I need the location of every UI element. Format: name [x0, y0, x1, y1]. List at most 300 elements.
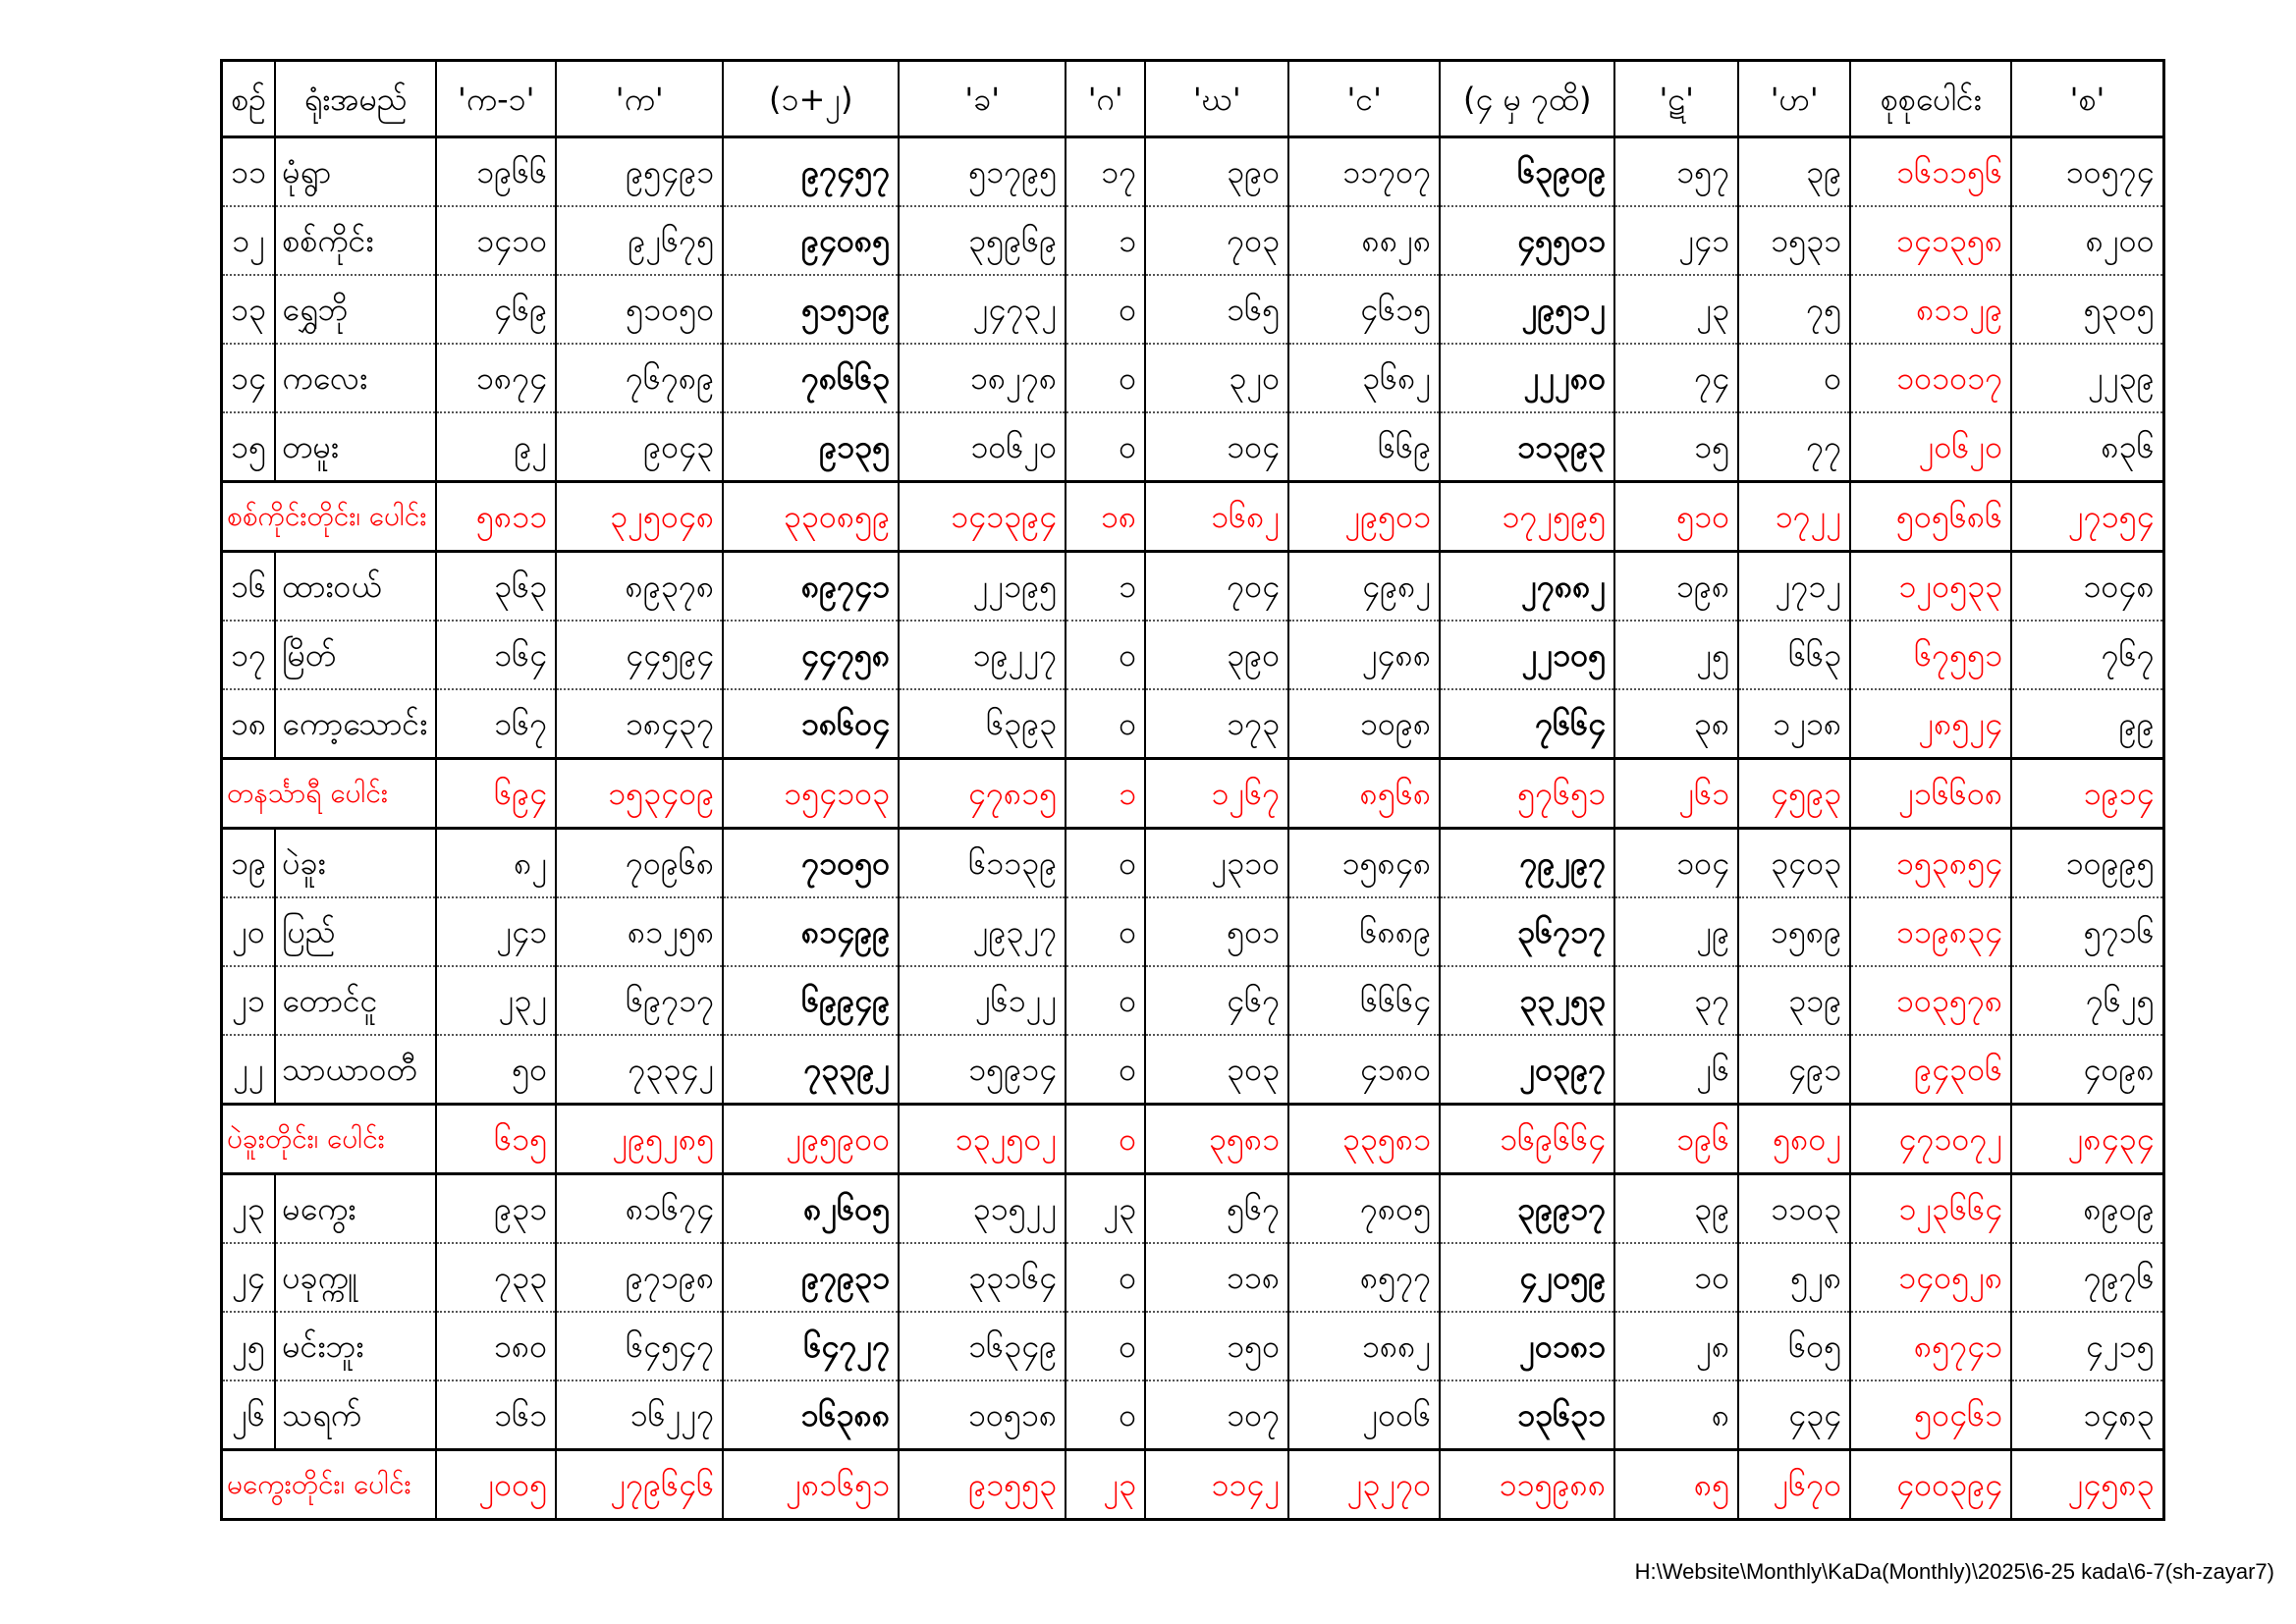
value-cell: ၀: [1066, 1035, 1145, 1105]
value-cell: ၁၄၁၃၅၈: [1850, 206, 2011, 275]
value-cell: ၅၂၈: [1738, 1243, 1850, 1312]
value-cell: ၉၂: [436, 412, 556, 482]
value-cell: ၇၆၂၅: [2011, 966, 2163, 1035]
value-cell: ၂၇၈၈၂: [1440, 552, 1614, 622]
value-cell: ၁၁၃၉၃: [1440, 412, 1614, 482]
value-cell: ၀: [1066, 1243, 1145, 1312]
value-cell: ၉၇၁၉၈: [556, 1243, 723, 1312]
value-cell: ၇၅: [1738, 275, 1850, 344]
value-cell: ၈: [1614, 1380, 1738, 1450]
value-cell: ၂၃၁၀: [1145, 829, 1288, 898]
subtotal-value-cell: ၁၅၄၁၀၃: [723, 759, 899, 829]
subtotal-value-cell: ၆၁၅: [436, 1105, 556, 1174]
office-name-cell: တမူး: [275, 412, 436, 482]
value-cell: ၀: [1066, 897, 1145, 966]
column-header: 'င': [1288, 61, 1440, 137]
value-cell: ၁၀၁၀၁၇: [1850, 344, 2011, 412]
value-cell: ၀: [1066, 621, 1145, 689]
value-cell: ၉၀၄၃: [556, 412, 723, 482]
subtotal-value-cell: ၂၄၅၈၃: [2011, 1450, 2163, 1520]
office-name-cell: ရွှေဘို: [275, 275, 436, 344]
value-cell: ၃၆၇၁၇: [1440, 897, 1614, 966]
subtotal-value-cell: ၁၇၂၂: [1738, 482, 1850, 552]
subtotal-label: တနင်္သာရီ ပေါင်း: [222, 759, 437, 829]
value-cell: ၂၆၁၂၂: [899, 966, 1066, 1035]
value-cell: ၀: [1066, 966, 1145, 1035]
subtotal-value-cell: ၁၂၆၇: [1145, 759, 1288, 829]
value-cell: ၃၂၀: [1145, 344, 1288, 412]
column-header: စဉ်: [222, 61, 276, 137]
subtotal-row: [222, 1105, 2164, 1174]
value-cell: ၉၁၃၅: [723, 412, 899, 482]
value-cell: ၂၀၁၈၁: [1440, 1312, 1614, 1380]
value-cell: ၅၇၁၆: [2011, 897, 2163, 966]
subtotal-row: [222, 1450, 2164, 1520]
subtotal-label: မကွေးတိုင်း၊ ပေါင်း: [222, 1450, 437, 1520]
office-name-cell: သာယာဝတီ: [275, 1035, 436, 1105]
value-cell: ၁၆၅: [1145, 275, 1288, 344]
serial-cell: ၂၆: [222, 1380, 276, 1450]
value-cell: ၁၂၁၈: [1738, 689, 1850, 759]
serial-cell: ၂၄: [222, 1243, 276, 1312]
value-cell: ၇၄: [1614, 344, 1738, 412]
value-cell: ၇၀၃: [1145, 206, 1288, 275]
column-header: 'ဋ': [1614, 61, 1738, 137]
value-cell: ၇၀၄: [1145, 552, 1288, 622]
value-cell: ၁၅၃၈၅၄: [1850, 829, 2011, 898]
subtotal-value-cell: ၂၉၅၉၀၀: [723, 1105, 899, 1174]
value-cell: ၂၃: [1614, 275, 1738, 344]
office-name-cell: ထားဝယ်: [275, 552, 436, 622]
subtotal-value-cell: ၁၆၈၂: [1145, 482, 1288, 552]
value-cell: ၁: [1066, 552, 1145, 622]
value-cell: ၃၁၉: [1738, 966, 1850, 1035]
office-name-cell: ပဲခူး: [275, 829, 436, 898]
table-body: [222, 137, 2164, 1520]
subtotal-value-cell: ၅၁၀: [1614, 482, 1738, 552]
value-cell: ၁၃၆၃၁: [1440, 1380, 1614, 1450]
value-cell: ၃၉၀: [1145, 137, 1288, 207]
value-cell: ၄၂၀၅၉: [1440, 1243, 1614, 1312]
table-row: [222, 552, 2164, 622]
subtotal-value-cell: ၁၅၃၄၀၉: [556, 759, 723, 829]
subtotal-value-cell: ၁: [1066, 759, 1145, 829]
value-cell: ၁၆၁: [436, 1380, 556, 1450]
table-row: [222, 1035, 2164, 1105]
subtotal-value-cell: ၆၉၄: [436, 759, 556, 829]
value-cell: ၁၈၄၃၇: [556, 689, 723, 759]
table-row: [222, 1380, 2164, 1450]
value-cell: ၁၈၈၂: [1288, 1312, 1440, 1380]
subtotal-value-cell: ၃၅၈၁: [1145, 1105, 1288, 1174]
data-table: [220, 59, 2165, 1521]
value-cell: ၂၂၁၀၅: [1440, 621, 1614, 689]
value-cell: ၁၀၅၇၄: [2011, 137, 2163, 207]
value-cell: ၁၈၀: [436, 1312, 556, 1380]
subtotal-value-cell: ၂၆၁: [1614, 759, 1738, 829]
value-cell: ၂၂၁၉၅: [899, 552, 1066, 622]
value-cell: ၈၁၄၉၉: [723, 897, 899, 966]
value-cell: ၁၅၀: [1145, 1312, 1288, 1380]
value-cell: ၇၉၇၆: [2011, 1243, 2163, 1312]
value-cell: ၈၉၃၇၈: [556, 552, 723, 622]
serial-cell: ၁၂: [222, 206, 276, 275]
value-cell: ၂၆: [1614, 1035, 1738, 1105]
value-cell: ၇၆၇၈၉: [556, 344, 723, 412]
value-cell: ၉၉: [2011, 689, 2163, 759]
office-name-cell: ကလေး: [275, 344, 436, 412]
value-cell: ၇၈၀၅: [1288, 1174, 1440, 1244]
value-cell: ၄၆၉: [436, 275, 556, 344]
value-cell: ၃၉: [1614, 1174, 1738, 1244]
value-cell: ၁၆၄: [436, 621, 556, 689]
value-cell: ၂၄၁: [1614, 206, 1738, 275]
value-cell: ၁၀: [1614, 1243, 1738, 1312]
subtotal-value-cell: ၃၂၅၀၄၈: [556, 482, 723, 552]
value-cell: ၁၈၇၄: [436, 344, 556, 412]
value-cell: ၂၃၂: [436, 966, 556, 1035]
value-cell: ၀: [1066, 829, 1145, 898]
value-cell: ၁၂၀၅၃၃: [1850, 552, 2011, 622]
subtotal-value-cell: ၉၁၅၅၃: [899, 1450, 1066, 1520]
subtotal-value-cell: ၁၉၁၄: [2011, 759, 2163, 829]
subtotal-value-cell: ၄၀၀၃၉၄: [1850, 1450, 2011, 1520]
value-cell: ၆၆၃: [1738, 621, 1850, 689]
value-cell: ၀: [1066, 689, 1145, 759]
value-cell: ၁၀၉၈: [1288, 689, 1440, 759]
value-cell: ၁၈၆၀၄: [723, 689, 899, 759]
column-header: 'စ': [2011, 61, 2163, 137]
value-cell: ၈၅၇၇: [1288, 1243, 1440, 1312]
office-name-cell: မြိတ်: [275, 621, 436, 689]
header-row: [222, 61, 2164, 137]
value-cell: ၆၈၈၉: [1288, 897, 1440, 966]
subtotal-label: စစ်ကိုင်းတိုင်း၊ ပေါင်း: [222, 482, 437, 552]
value-cell: ၁၀၆၂၀: [899, 412, 1066, 482]
value-cell: ၂၄၈၈: [1288, 621, 1440, 689]
subtotal-value-cell: ၁၇၂၅၉၅: [1440, 482, 1614, 552]
value-cell: ၅၆၇: [1145, 1174, 1288, 1244]
value-cell: ၁၈၂၇၈: [899, 344, 1066, 412]
serial-cell: ၁၄: [222, 344, 276, 412]
subtotal-value-cell: ၅၀၅၆၈၆: [1850, 482, 2011, 552]
serial-cell: ၂၂: [222, 1035, 276, 1105]
subtotal-value-cell: ၄၇၁၀၇၂: [1850, 1105, 2011, 1174]
subtotal-row: [222, 482, 2164, 552]
value-cell: ၁၀၃၅၇၈: [1850, 966, 2011, 1035]
value-cell: ၄၉၈၂: [1288, 552, 1440, 622]
value-cell: ၆၇၅၅၁: [1850, 621, 2011, 689]
table-row: [222, 275, 2164, 344]
value-cell: ၆၉၉၄၉: [723, 966, 899, 1035]
subtotal-value-cell: ၄၅၉၃: [1738, 759, 1850, 829]
value-cell: ၃၉၀: [1145, 621, 1288, 689]
subtotal-value-cell: ၁၃၂၅၀၂: [899, 1105, 1066, 1174]
subtotal-value-cell: ၁၁၄၂: [1145, 1450, 1288, 1520]
value-cell: ၁၅၉၁၄: [899, 1035, 1066, 1105]
serial-cell: ၁၉: [222, 829, 276, 898]
value-cell: ၇၆၆၄: [1440, 689, 1614, 759]
value-cell: ၄၄၅၉၄: [556, 621, 723, 689]
table-row: [222, 1312, 2164, 1380]
value-cell: ၁၆၃၄၉: [899, 1312, 1066, 1380]
value-cell: ၇၃၃၄၂: [556, 1035, 723, 1105]
table-row: [222, 412, 2164, 482]
table-row: [222, 829, 2164, 898]
value-cell: ၁၉၆၆: [436, 137, 556, 207]
table-row: [222, 206, 2164, 275]
value-cell: ၂၂၂၈၀: [1440, 344, 1614, 412]
value-cell: ၁၄၈၃: [2011, 1380, 2163, 1450]
value-cell: ၂၃: [1066, 1174, 1145, 1244]
value-cell: ၁၀၄: [1614, 829, 1738, 898]
office-name-cell: သရက်: [275, 1380, 436, 1450]
value-cell: ၈၁၂၅၈: [556, 897, 723, 966]
value-cell: ၆၄၅၄၇: [556, 1312, 723, 1380]
value-cell: ၂၀၀၆: [1288, 1380, 1440, 1450]
value-cell: ၉၃၁: [436, 1174, 556, 1244]
column-header: (၄ မှ ၇ထိ): [1440, 61, 1614, 137]
value-cell: ၅၀၄၆၁: [1850, 1380, 2011, 1450]
value-cell: ၄၆၇: [1145, 966, 1288, 1035]
value-cell: ၀: [1066, 412, 1145, 482]
subtotal-value-cell: ၂၉၅၀၁: [1288, 482, 1440, 552]
file-path-footer: H:\Website\Monthly\KaDa(Monthly)\2025\6-25 kada\6-7(sh-zayar7): [1634, 1559, 2274, 1584]
value-cell: ၆၆၆၄: [1288, 966, 1440, 1035]
value-cell: ၅၃၀၅: [2011, 275, 2163, 344]
subtotal-value-cell: ၈၅၆၈: [1288, 759, 1440, 829]
value-cell: ၄၉၁: [1738, 1035, 1850, 1105]
value-cell: ၁၆၇: [436, 689, 556, 759]
value-cell: ၇၀၉၆၈: [556, 829, 723, 898]
value-cell: ၇၈၆၆၃: [723, 344, 899, 412]
value-cell: ၁၀၄: [1145, 412, 1288, 482]
value-cell: ၁၀၉၉၅: [2011, 829, 2163, 898]
column-header: 'ဟ': [1738, 61, 1850, 137]
office-name-cell: ပခုက္ကူ: [275, 1243, 436, 1312]
subtotal-value-cell: ၂၃: [1066, 1450, 1145, 1520]
column-header: 'က': [556, 61, 723, 137]
value-cell: ၂၉: [1614, 897, 1738, 966]
value-cell: ၈၁၆၇၄: [556, 1174, 723, 1244]
value-cell: ၁၆၂၂၇: [556, 1380, 723, 1450]
value-cell: ၀: [1066, 275, 1145, 344]
column-header: 'ဂ': [1066, 61, 1145, 137]
subtotal-value-cell: ၅၇၆၅၁: [1440, 759, 1614, 829]
value-cell: ၆၆၉: [1288, 412, 1440, 482]
office-name-cell: ကော့သောင်း: [275, 689, 436, 759]
value-cell: ၂၉၃၂၇: [899, 897, 1066, 966]
value-cell: ၂၄၁: [436, 897, 556, 966]
value-cell: ၃၈: [1614, 689, 1738, 759]
value-cell: ၆၃၉၃: [899, 689, 1066, 759]
value-cell: ၄၄၇၅၈: [723, 621, 899, 689]
value-cell: ၁: [1066, 206, 1145, 275]
value-cell: ၈၃၆: [2011, 412, 2163, 482]
subtotal-value-cell: ၅၈၁၁: [436, 482, 556, 552]
value-cell: ၈၉၀၉: [2011, 1174, 2163, 1244]
value-cell: ၈၂၀၀: [2011, 206, 2163, 275]
value-cell: ၁၀၅၁၈: [899, 1380, 1066, 1450]
value-cell: ၁၅: [1614, 412, 1738, 482]
value-cell: ၃၉: [1738, 137, 1850, 207]
value-cell: ၉၅၄၉၁: [556, 137, 723, 207]
value-cell: ၅၀: [436, 1035, 556, 1105]
table-row: [222, 1243, 2164, 1312]
value-cell: ၆၃၉၀၉: [1440, 137, 1614, 207]
subtotal-value-cell: ၂၇၁၅၄: [2011, 482, 2163, 552]
column-header: (၁+၂): [723, 61, 899, 137]
table-row: [222, 897, 2164, 966]
subtotal-value-cell: ၂၈၄၃၄: [2011, 1105, 2163, 1174]
value-cell: ၃၄၀၃: [1738, 829, 1850, 898]
serial-cell: ၂၁: [222, 966, 276, 1035]
serial-cell: ၁၇: [222, 621, 276, 689]
value-cell: ၁၁၉၈၃၄: [1850, 897, 2011, 966]
subtotal-value-cell: ၂၆၇၀: [1738, 1450, 1850, 1520]
subtotal-value-cell: ၅၈၀၂: [1738, 1105, 1850, 1174]
value-cell: ၃၆၈၂: [1288, 344, 1440, 412]
subtotal-label: ပဲခူးတိုင်း၊ ပေါင်း: [222, 1105, 437, 1174]
value-cell: ၈၈၂၈: [1288, 206, 1440, 275]
serial-cell: ၁၅: [222, 412, 276, 482]
value-cell: ၂၀၆၂၀: [1850, 412, 2011, 482]
subtotal-value-cell: ၂၉၅၂၈၅: [556, 1105, 723, 1174]
value-cell: ၉၄၀၈၅: [723, 206, 899, 275]
value-cell: ၃၃၁၆၄: [899, 1243, 1066, 1312]
value-cell: ၂၉၅၁၂: [1440, 275, 1614, 344]
value-cell: ၇၃၃: [436, 1243, 556, 1312]
value-cell: ၉၇၄၅၇: [723, 137, 899, 207]
serial-cell: ၁၃: [222, 275, 276, 344]
value-cell: ၃၉၉၁၇: [1440, 1174, 1614, 1244]
table-row: [222, 137, 2164, 207]
office-name-cell: ပြည်: [275, 897, 436, 966]
office-name-cell: မကွေး: [275, 1174, 436, 1244]
serial-cell: ၁၁: [222, 137, 276, 207]
value-cell: ၃၅၉၆၉: [899, 206, 1066, 275]
value-cell: ၃၁၅၂၂: [899, 1174, 1066, 1244]
value-cell: ၂၅: [1614, 621, 1738, 689]
value-cell: ၁၀၄၈: [2011, 552, 2163, 622]
value-cell: ၇၁၀၅၀: [723, 829, 899, 898]
value-cell: ၁၁၈: [1145, 1243, 1288, 1312]
table-row: [222, 689, 2164, 759]
subtotal-value-cell: ၃၃၅၈၁: [1288, 1105, 1440, 1174]
serial-cell: ၂၀: [222, 897, 276, 966]
subtotal-value-cell: ၂၁၆၆၀၈: [1850, 759, 2011, 829]
value-cell: ၁၀၇: [1145, 1380, 1288, 1450]
office-name-cell: မုံရွာ: [275, 137, 436, 207]
value-cell: ၁၁၀၃: [1738, 1174, 1850, 1244]
value-cell: ၁၅၇: [1614, 137, 1738, 207]
office-name-cell: မင်းဘူး: [275, 1312, 436, 1380]
subtotal-value-cell: ၄၇၈၁၅: [899, 759, 1066, 829]
value-cell: ၃၇: [1614, 966, 1738, 1035]
subtotal-value-cell: ၂၃၂၇၀: [1288, 1450, 1440, 1520]
value-cell: ၂၄၇၃၂: [899, 275, 1066, 344]
subtotal-row: [222, 759, 2164, 829]
office-name-cell: တောင်ငူ: [275, 966, 436, 1035]
value-cell: ၈၅၇၄၁: [1850, 1312, 2011, 1380]
value-cell: ၁၄၁၀: [436, 206, 556, 275]
column-header: စုစုပေါင်း: [1850, 61, 2011, 137]
value-cell: ၃၆၃: [436, 552, 556, 622]
value-cell: ၁၆၃၈၈: [723, 1380, 899, 1450]
value-cell: ၁၄၀၅၂၈: [1850, 1243, 2011, 1312]
value-cell: ၂၈၅၂၄: [1850, 689, 2011, 759]
value-cell: ၁၇: [1066, 137, 1145, 207]
column-header: ရုံးအမည်: [275, 61, 436, 137]
subtotal-value-cell: ၀: [1066, 1105, 1145, 1174]
value-cell: ၀: [1066, 1380, 1145, 1450]
value-cell: ၆၄၇၂၇: [723, 1312, 899, 1380]
value-cell: ၀: [1738, 344, 1850, 412]
value-cell: ၄၀၉၈: [2011, 1035, 2163, 1105]
value-cell: ၁၂၃၆၆၄: [1850, 1174, 2011, 1244]
value-cell: ၂၀၃၉၇: [1440, 1035, 1614, 1105]
value-cell: ၈၂၆၀၅: [723, 1174, 899, 1244]
serial-cell: ၁၆: [222, 552, 276, 622]
subtotal-value-cell: ၁၁၅၉၈၈: [1440, 1450, 1614, 1520]
serial-cell: ၂၅: [222, 1312, 276, 1380]
value-cell: ၄၆၁၅: [1288, 275, 1440, 344]
value-cell: ၃၀၃: [1145, 1035, 1288, 1105]
value-cell: ၄၅၅၀၁: [1440, 206, 1614, 275]
value-cell: ၆၉၇၁၇: [556, 966, 723, 1035]
value-cell: ၅၁၅၁၉: [723, 275, 899, 344]
value-cell: ၄၂၁၅: [2011, 1312, 2163, 1380]
value-cell: ၄၃၄: [1738, 1380, 1850, 1450]
office-name-cell: စစ်ကိုင်း: [275, 206, 436, 275]
value-cell: ၈၂: [436, 829, 556, 898]
value-cell: ၁၇၃: [1145, 689, 1288, 759]
subtotal-value-cell: ၁၄၁၃၉၄: [899, 482, 1066, 552]
value-cell: ၁၆၁၁၅၆: [1850, 137, 2011, 207]
value-cell: ၂၇၁၂: [1738, 552, 1850, 622]
value-cell: ၃၃၂၅၃: [1440, 966, 1614, 1035]
subtotal-value-cell: ၁၈: [1066, 482, 1145, 552]
value-cell: ၂၈: [1614, 1312, 1738, 1380]
value-cell: ၅၁၀၅၀: [556, 275, 723, 344]
value-cell: ၅၀၁: [1145, 897, 1288, 966]
serial-cell: ၂၃: [222, 1174, 276, 1244]
value-cell: ၇၇: [1738, 412, 1850, 482]
value-cell: ၈၁၁၂၉: [1850, 275, 2011, 344]
table-row: [222, 621, 2164, 689]
value-cell: ၁၁၇၀၇: [1288, 137, 1440, 207]
subtotal-value-cell: ၂၀၀၅: [436, 1450, 556, 1520]
value-cell: ၁၉၂၂၇: [899, 621, 1066, 689]
value-cell: ၁၉၈: [1614, 552, 1738, 622]
value-cell: ၁၅၈၄၈: [1288, 829, 1440, 898]
column-header: 'က-၁': [436, 61, 556, 137]
value-cell: ၇၃၃၉၂: [723, 1035, 899, 1105]
value-cell: ၉၄၃၀၆: [1850, 1035, 2011, 1105]
value-cell: ၁၅၃၁: [1738, 206, 1850, 275]
table-row: [222, 1174, 2164, 1244]
value-cell: ၈၉၇၄၁: [723, 552, 899, 622]
value-cell: ၂၂၃၉: [2011, 344, 2163, 412]
value-cell: ၆၀၅: [1738, 1312, 1850, 1380]
serial-cell: ၁၈: [222, 689, 276, 759]
subtotal-value-cell: ၁၉၆: [1614, 1105, 1738, 1174]
value-cell: ၅၁၇၉၅: [899, 137, 1066, 207]
subtotal-value-cell: ၃၃၀၈၅၉: [723, 482, 899, 552]
value-cell: ၀: [1066, 344, 1145, 412]
value-cell: ၀: [1066, 1312, 1145, 1380]
table-row: [222, 344, 2164, 412]
